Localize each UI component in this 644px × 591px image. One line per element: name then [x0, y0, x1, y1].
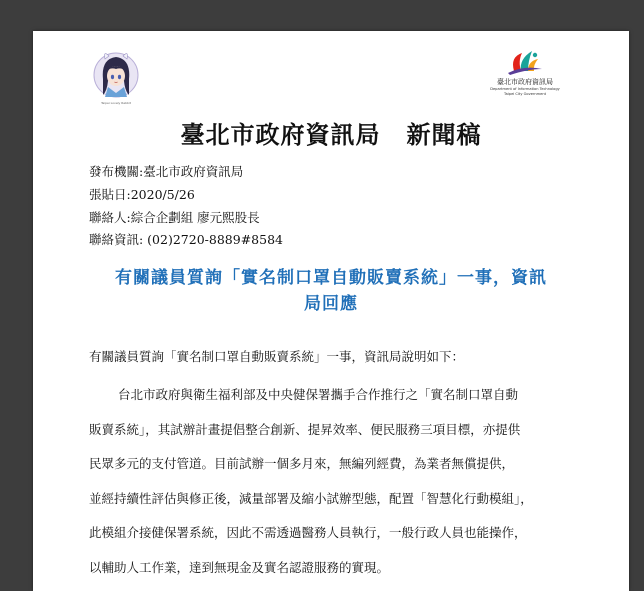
body-line: 民眾多元的支付管道。目前試辦一個多月來，無編列經費，為業者無償提供， — [89, 456, 515, 471]
dit-logo-english-line: Department of Information Technology — [490, 87, 560, 91]
title-press-release: 新聞稿 — [406, 120, 482, 149]
dit-logo-name: 臺北市政府資訊局 — [497, 78, 553, 86]
body-line: 並經持續性評估與修正後，減量部署及縮小試辦型態，配置「智慧化行動模組」， — [89, 490, 533, 506]
dit-emblem-icon — [488, 47, 562, 77]
title-agency: 臺北市政府資訊局 — [180, 120, 381, 149]
meta-date: 張貼日:2020/5/26 — [89, 187, 195, 202]
press-release-title — [33, 115, 629, 150]
dit-logo — [488, 47, 562, 105]
subject-line: 有關議員質詢「實名制口罩自動販賣系統」一事，資訊 — [115, 268, 547, 288]
document-page — [33, 31, 629, 591]
press-subject-heading — [89, 265, 573, 317]
subject-line: 局回應 — [304, 294, 358, 314]
dit-logo-english — [488, 87, 562, 96]
mascot-logo — [91, 51, 141, 111]
meta-contact-person: 聯絡人:綜合企劃組 廖元熙股長 — [89, 210, 260, 225]
meta-publisher: 發布機關:臺北市政府資訊局 — [89, 164, 244, 179]
body-line: 以輔助人工作業，達到無現金及實名認證服務的實現。 — [89, 559, 390, 575]
body-line: 台北市政府與衛生福利部及中央健保署攜手合作推行之「實名制口罩自動 — [118, 387, 519, 402]
dit-logo-english-line: Taipei City Government — [503, 91, 547, 96]
mascot-caption: Taipei Lovely Rabbit — [101, 101, 131, 105]
body-paragraph — [89, 378, 573, 585]
intro-paragraph: 有關議員質詢「實名制口罩自動販賣系統」一事，資訊局說明如下： — [89, 349, 465, 364]
body-line: 此模組介接健保署系統，因此不需透過醫務人員執行，一般行政人員也能操作， — [89, 525, 527, 540]
meta-contact-info: 聯絡資訊: (02)2720-8889#8584 — [89, 232, 283, 247]
body-line: 販賣系統」，其試辦計畫提倡整合創新、提昇效率、便民服務三項目標，亦提供 — [89, 421, 521, 437]
